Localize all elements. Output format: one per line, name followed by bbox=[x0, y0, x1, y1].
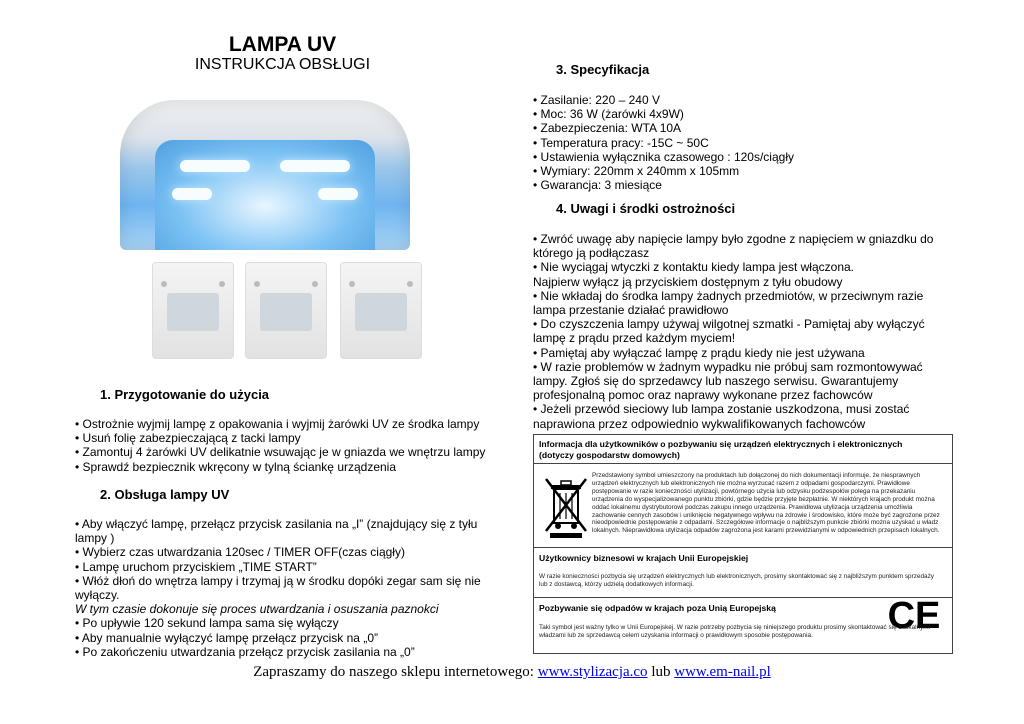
list-item: • Zwróć uwagę aby napięcie lampy było zgodne z napięciem w gniazdku do bbox=[533, 232, 934, 246]
list-item: • Ostrożnie wyjmij lampę z opakowania i wyjmij żarówki UV ze środka lampy bbox=[75, 417, 480, 431]
socket bbox=[349, 281, 355, 287]
list-item: • Pamiętaj aby wyłączać lampę z prądu kiedy nie jest używana bbox=[533, 345, 865, 360]
lamp-cavity bbox=[355, 293, 407, 331]
shop-link-em-nail[interactable]: www.em-nail.pl bbox=[674, 664, 771, 680]
list-item: • Jeżeli przewód sieciowy lub lampa zostanie uszkodzona, musi zostać bbox=[533, 402, 910, 417]
ce-label: CE bbox=[887, 595, 941, 635]
lamp-cavity bbox=[167, 293, 219, 331]
uv-tube bbox=[318, 188, 358, 200]
list-item: • Sprawdź bezpiecznik wkręcony w tylną ściankę urządzenia bbox=[75, 459, 397, 474]
uv-lamp-photo bbox=[120, 100, 410, 250]
list-item: • Lampę uruchom przyciskiem „TIME START” bbox=[75, 559, 317, 574]
list-item: • Wybierz czas utwardzania 120sec / TIMER OFF(czas ciągły) bbox=[75, 545, 405, 560]
section-heading-preparation: 1. Przygotowanie do użycia bbox=[100, 387, 270, 402]
list-item: • Zasilanie: 220 – 240 V bbox=[533, 93, 660, 107]
list-item: • Temperatura pracy: -15C ~ 50C bbox=[533, 135, 709, 150]
section-heading-warnings: 4. Uwagi i środki ostrożności bbox=[556, 201, 736, 216]
socket bbox=[219, 281, 225, 287]
list-item-note: W tym czasie dokonuje się proces utwardzania i osuszania paznokci bbox=[75, 602, 439, 617]
crossed-bin-icon bbox=[542, 475, 590, 539]
list-item: • Zabezpieczenia: WTA 10A bbox=[533, 121, 682, 136]
list-item: lampy. Zgłoś się do sprzedawcy lub naszego serwisu. Gwarantujemy bbox=[533, 374, 899, 389]
specification-list bbox=[533, 93, 953, 192]
non-eu-body: Taki symbol jest ważny tylko w Unii Europejskej. W razie potrzeby pozbycia się niniejszego produktu prosimy skontaktować się z lokalnymi władzami lub ze sprzedawcą celem uzyskania informacji o prawidłowym sposobie postępowania. bbox=[539, 624, 931, 639]
socket bbox=[407, 281, 413, 287]
list-item: • Aby włączyć lampę, przełącz przycisk zasilania na „I” (znajdujący się z tyłu bbox=[75, 517, 478, 531]
list-item: • Po upływie 120 sekund lampa sama się wyłączy bbox=[75, 616, 339, 631]
list-item: • Do czyszczenia lampy używaj wilgotnej szmatki - Pamiętaj aby wyłączyć bbox=[533, 317, 925, 332]
footer bbox=[0, 664, 1024, 681]
socket bbox=[312, 281, 318, 287]
page-title: LAMPA UV bbox=[228, 33, 337, 56]
list-item: • Moc: 36 W (żarówki 4x9W) bbox=[533, 107, 684, 122]
footer-separator: lub bbox=[647, 664, 675, 680]
list-item: • Ustawienia wyłącznika czasowego : 120s/ciągły bbox=[533, 149, 794, 164]
operation-list bbox=[75, 517, 495, 659]
list-item: • Nie wkładaj do środka lampy żadnych przedmiotów, w przeciwnym razie bbox=[533, 288, 924, 303]
list-item: • Wymiary: 220mm x 240mm x 105mm bbox=[533, 164, 740, 179]
list-item: • Włóż dłoń do wnętrza lampy i trzymaj ją w środku dopóki zegar sam się nie bbox=[75, 573, 481, 588]
list-item: profesjonalną pomoc oraz naprawy wykonane przez fachowców bbox=[533, 388, 873, 403]
list-item: którego ją podłączasz bbox=[533, 246, 650, 261]
list-item: Najpierw wyłącz ją przyciskiem dostępnym z tyłu obudowy bbox=[533, 274, 843, 289]
divider bbox=[534, 547, 952, 548]
divider bbox=[534, 463, 952, 464]
warnings-list bbox=[533, 232, 963, 431]
socket bbox=[254, 281, 260, 287]
list-item: • W razie problemów w żadnym wypadku nie próbuj sam rozmontowywać bbox=[533, 359, 923, 374]
socket bbox=[161, 281, 167, 287]
list-item: • Aby manualnie wyłączyć lampę przełącz przycisk na „0” bbox=[75, 630, 378, 645]
list-item: • Usuń folię zabezpieczającą z tacki lampy bbox=[75, 431, 301, 446]
list-item: lampę z prądu przed każdym myciem! bbox=[533, 331, 736, 346]
eu-body: W razie konieczności pozbycia się urządzeń elektrycznych lub elektronicznych, prosimy skontaktować się z najbliższym punktem sprzedaży lub z dostawcą, którzy udzielą dodatkowych informacji. bbox=[539, 573, 934, 588]
list-item: • Gwarancja: 3 miesiące bbox=[533, 178, 662, 193]
weee-heading: Informacja dla użytkowników o pozbywaniu się urządzeń elektrycznych i elektronicznych (dotyczy gospodarstw domowych) bbox=[539, 439, 903, 460]
lamp-cavity bbox=[260, 293, 312, 331]
shop-link-stylizacja[interactable]: www.stylizacja.co bbox=[537, 664, 648, 680]
list-item: lampy ) bbox=[75, 531, 115, 546]
list-item: naprawiona przez odpowiednio wykwalifikowanych fachowców bbox=[533, 416, 866, 431]
uv-tube bbox=[280, 160, 350, 172]
step-photo-1 bbox=[152, 262, 234, 359]
non-eu-heading: Pozbywanie się odpadów w krajach poza Unią Europejską bbox=[539, 603, 776, 613]
list-item: • Zamontuj 4 żarówki UV delikatnie wsuwając je w gniazda we wnętrzu lampy bbox=[75, 445, 486, 460]
footer-text: Zapraszamy do naszego sklepu internetowego: bbox=[253, 664, 538, 680]
list-item: • Nie wyciągaj wtyczki z kontaktu kiedy lampa jest włączona. bbox=[533, 260, 854, 275]
weee-body: Przedstawiony symbol umieszczony na produktach lub dołączonej do nich dokumentacji informuje, że niesprawnych urządzeń elektrycznych lub elektronicznych nie można wyrzucać razem z odpadami gospodarczymi. Prawidłowe postępowanie w razie konieczności utylizacji, powtórnego użycia lub odzysku podzespołów polega na przekazaniu urządzenia do wyspecjalizowanego punktu zbiórki, gdzie będzie przyjęte bezpłatnie. W niektórych krajach produkt można oddać lokalnemu dystrybutorowi podczas zakupu innego urządzenia. Prawidłowa utylizacja urządzenia umożliwia zachowanie cennych zasobów i uniknięcie negatywnego wpływu na zdrowie i środowisko, które może być zagrożone przez nieodpowiednie postępowanie z odpadami. Szczegółowe informacje o najbliższym punkcie zbiórki można uzyskać u władz lokalnych. Nieprawidłowa utylizacja odpadów zagrożona jest karami przewidzianymi w odpowiednich przepisach lokalnych. bbox=[592, 472, 940, 535]
preparation-list bbox=[75, 417, 495, 474]
page-subtitle: INSTRUKCJA OBSŁUGI bbox=[194, 56, 371, 73]
uv-tube bbox=[180, 160, 250, 172]
list-item: • Po zakończeniu utwardzania przełącz przycisk zasilania na „0” bbox=[75, 644, 415, 659]
section-heading-specification: 3. Specyfikacja bbox=[556, 62, 650, 77]
weee-info-box bbox=[533, 434, 953, 654]
uv-tube bbox=[172, 188, 212, 200]
section-heading-operation: 2. Obsługa lampy UV bbox=[100, 487, 230, 502]
step-photo-2 bbox=[245, 262, 327, 359]
eu-heading: Użytkownicy biznesowi w krajach Unii Europejskiej bbox=[539, 553, 749, 563]
step-photo-3 bbox=[340, 262, 422, 359]
list-item: lampa przestanie działać prawidłowo bbox=[533, 303, 729, 318]
list-item: wyłączy. bbox=[75, 588, 120, 603]
